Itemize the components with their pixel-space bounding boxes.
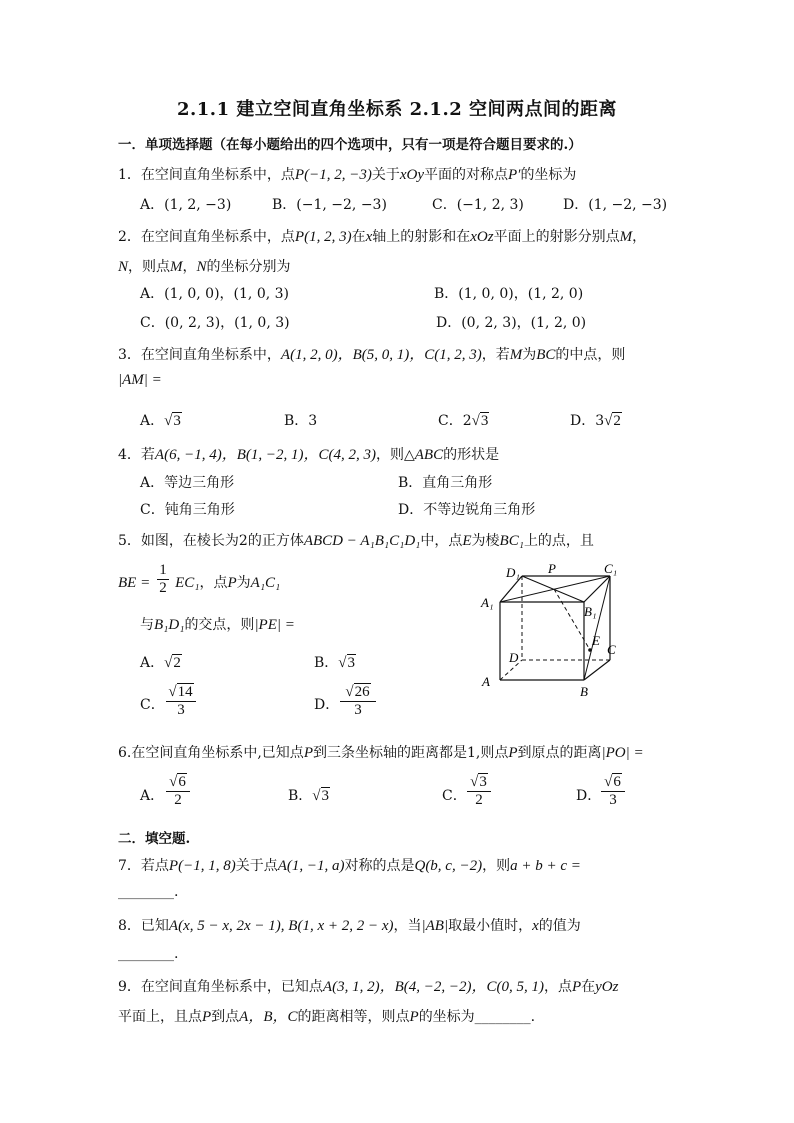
question-5-option-d: $\frac{√26}{3}$: [340, 684, 376, 719]
section-heading-choice: 一．单项选择题（在每小题给出的四个选项中，只有一项是符合题目要求的.）: [118, 137, 582, 153]
question-2-option-c: C．(0, 2, 3)，(1, 0, 3): [140, 315, 290, 331]
question-7-answer-blank[interactable]: ________.: [118, 884, 179, 900]
question-1-option-b: B．(−1, −2, −3): [272, 197, 387, 213]
question-1-stem: 1．在空间直角坐标系中，点P(−1, 2, −3)关于xOy平面的对称点P′的坐标为: [118, 167, 577, 183]
question-4-option-b: B．直角三角形: [398, 475, 493, 491]
question-9-stem-line1: 9．在空间直角坐标系中，已知点A(3, 1, 2)，B(4, −2, −2)，C(0, 5, 1)，点P在yOz: [118, 979, 619, 995]
label-c: C: [607, 642, 616, 657]
question-5-option-d-label: D．: [314, 697, 340, 713]
question-6-option-c-label: C．: [442, 788, 467, 804]
question-9-stem-line2: 平面上，且点P到点A，B，C的距离相等，则点P的坐标为________.: [118, 1009, 536, 1025]
question-5-option-b: B．√3: [314, 655, 356, 671]
diagonal-b1d1: [522, 576, 584, 602]
question-5-stem-line2: BE = EC₁，点P为A₁C₁: [118, 575, 281, 591]
label-a1: A₁: [481, 595, 494, 610]
label-e: E: [592, 633, 600, 648]
question-5-option-c: $\frac{√14}{3}$: [166, 684, 196, 719]
question-4-option-a: A．等边三角形: [140, 475, 235, 491]
question-8-stem: 8．已知A(x, 5 − x, 2x − 1), B(1, x + 2, 2 − x)，当|AB|取最小值时，x的值为: [118, 918, 581, 934]
question-8-answer-blank[interactable]: ________.: [118, 946, 179, 962]
point-e: [588, 648, 592, 652]
label-a: A: [482, 674, 490, 689]
question-4-option-d: D．不等边锐角三角形: [398, 502, 536, 518]
label-d1: D₁: [506, 565, 520, 580]
question-5-stem-line1: 5．如图，在棱长为2的正方体ABCD − A₁B₁C₁D₁中，点E为棱BC₁上的点，且: [118, 533, 594, 549]
question-1-option-d: D．(1, −2, −3): [563, 197, 668, 213]
section-heading-fill: 二．填空题.: [118, 831, 191, 847]
question-4-stem: 4．若A(6, −1, 4)，B(1, −2, 1)，C(4, 2, 3)，则△ABC的形状是: [118, 447, 500, 463]
question-6-option-a: $\frac{√6}{2}$: [166, 774, 190, 809]
question-6-option-d-label: D．: [576, 788, 602, 804]
question-2-option-d: D．(0, 2, 3)，(1, 2, 0): [436, 315, 587, 331]
label-b1: B₁: [584, 604, 597, 619]
question-3-option-b: B．3: [284, 413, 318, 429]
question-1-option-c: C．(−1, 2, 3): [432, 197, 524, 213]
cube-figure: [476, 562, 626, 702]
edge-b1c1: [584, 576, 610, 602]
question-3-option-a: A．√3: [140, 413, 181, 429]
question-2-option-b: B．(1, 0, 0)，(1, 2, 0): [434, 286, 584, 302]
question-4-option-c: C．钝角三角形: [140, 502, 235, 518]
question-2-stem-line2: N，则点M，N的坐标分别为: [118, 259, 291, 275]
question-3-stem-line2: |AM| =: [118, 372, 162, 388]
question-1-option-a: A．(1, 2, −3): [140, 197, 232, 213]
label-p: P: [548, 562, 556, 576]
question-5-option-c-label: C．: [140, 697, 165, 713]
label-c1: C₁: [604, 562, 618, 576]
question-7-stem: 7．若点P(−1, 1, 8)关于点A(1, −1, a)对称的点是Q(b, c, −2)，则a + b + c =: [118, 858, 581, 874]
question-6-option-d: $\frac{√6}{3}$: [601, 774, 625, 809]
question-2-option-a: A．(1, 0, 0)，(1, 0, 3): [140, 286, 290, 302]
question-5-option-a: A．√2: [140, 655, 181, 671]
question-2-stem-line1: 2．在空间直角坐标系中，点P(1, 2, 3)在x轴上的射影和在xOz平面上的射影分别点M，: [118, 229, 647, 245]
question-6-option-b: B．√3: [288, 788, 330, 804]
page-title: 2.1.1 建立空间直角坐标系 2.1.2 空间两点间的距离: [176, 99, 617, 120]
question-6-option-a-label: A．: [140, 788, 165, 804]
question-3-stem-line1: 3．在空间直角坐标系中，A(1, 2, 0)，B(5, 0, 1)，C(1, 2, 3)，若M为BC的中点，则: [118, 347, 626, 363]
question-3-option-c: C．2√3: [438, 413, 489, 429]
label-b: B: [580, 684, 588, 699]
segment-bc1: [584, 576, 610, 680]
question-5-stem-line3: 与B₁D₁的交点，则|PE| =: [140, 617, 295, 633]
question-6-stem: 6.在空间直角坐标系中,已知点P到三条坐标轴的距离都是1,则点P到原点的距离|PO| =: [118, 745, 644, 761]
label-d: D: [509, 650, 519, 665]
question-6-option-c: $\frac{√3}{2}$: [467, 774, 491, 809]
question-5-fraction-half: $\frac{1}{2}$: [157, 562, 169, 597]
question-3-option-d: D．3√2: [570, 413, 621, 429]
